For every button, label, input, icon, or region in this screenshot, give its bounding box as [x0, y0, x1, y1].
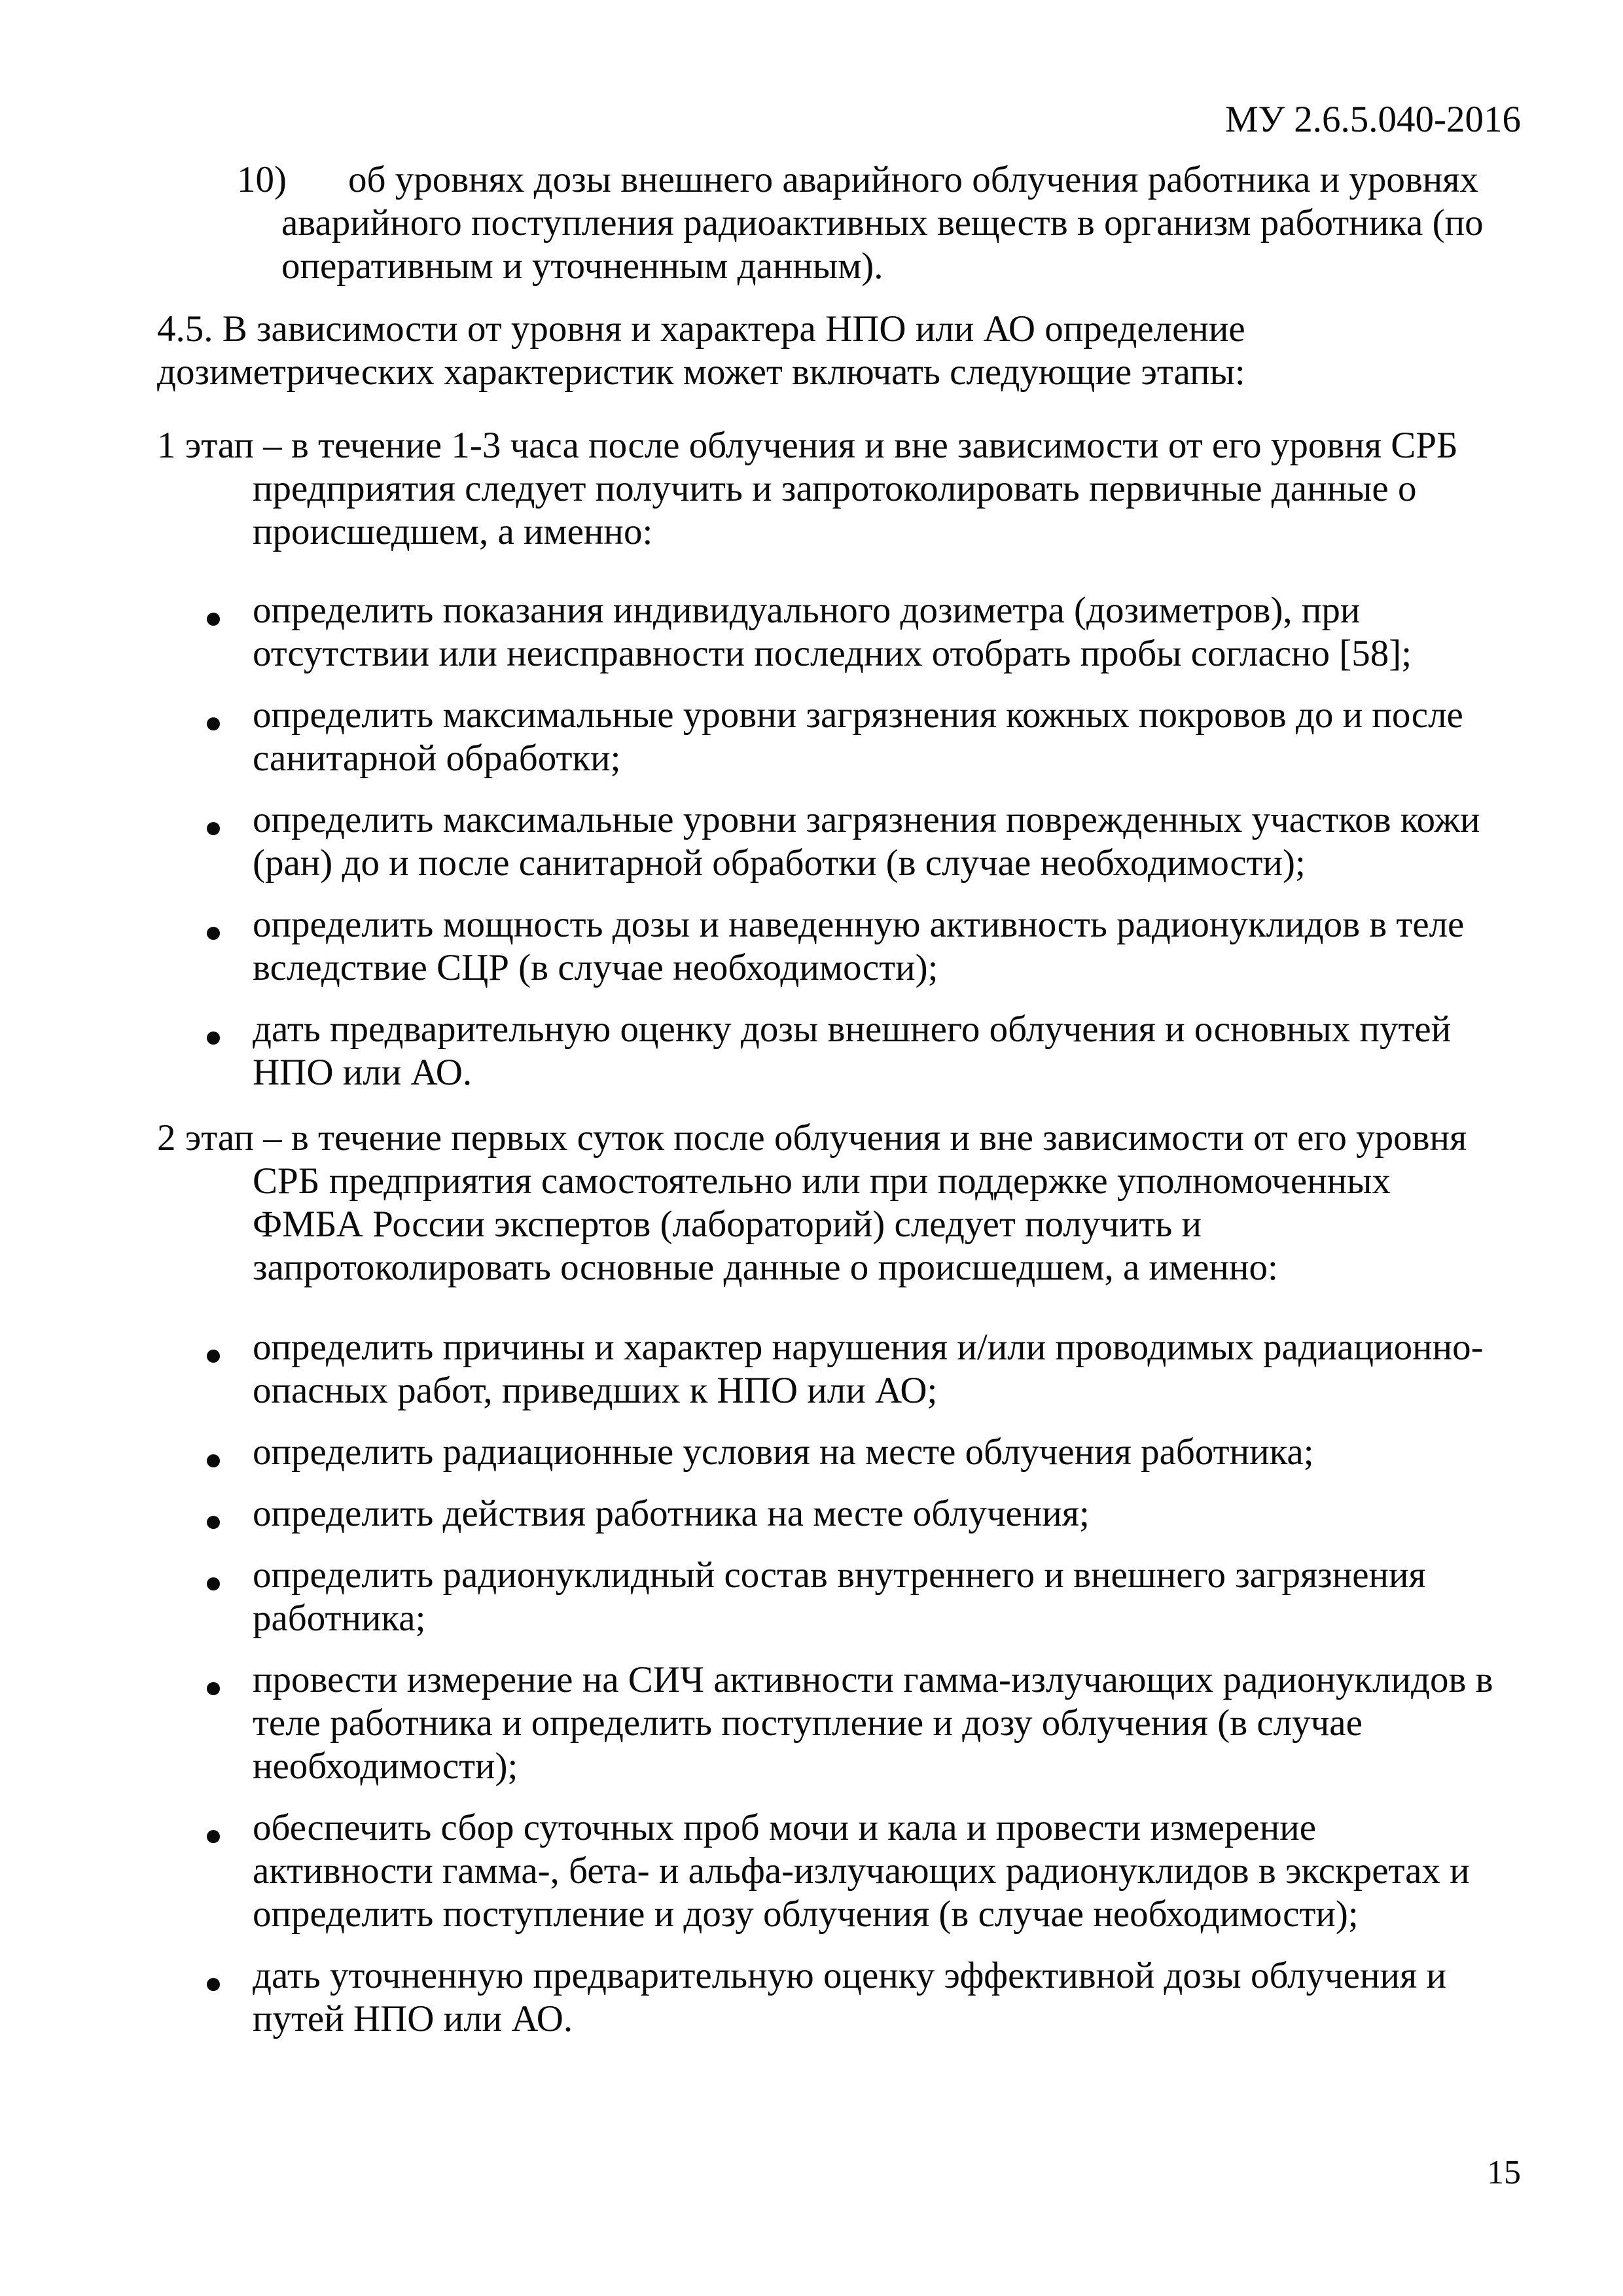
bullet-dot — [207, 613, 220, 626]
item10-line-2: аварийного поступления радиоактивных веществ в организм работника (по — [281, 202, 1484, 243]
stage2-bullet-5-line-2: теле работника и определить поступление и дозу облучения (в случае — [253, 1702, 1363, 1744]
stage1-bullet-5-line-2: НПО или АО. — [253, 1052, 473, 1093]
stage1-bullet-5-line-1: дать предварительную оценку дозы внешнего облучения и основных путей — [253, 1009, 1452, 1050]
stage1-line-3: происшедшем, а именно: — [253, 511, 653, 552]
bullet-dot — [207, 822, 220, 835]
stage2-bullet-6-line-3: определить поступление и дозу облучения (в случае необходимости); — [253, 1893, 1359, 1935]
stage1-bullet-3-line-2: (ран) до и после санитарной обработки (в случае необходимости); — [253, 842, 1306, 884]
stage2-bullet-5-line-1: провести измерение на СИЧ активности гамма-излучающих радионуклидов в — [253, 1659, 1493, 1700]
bullet-dot — [207, 1682, 220, 1695]
stage1-bullet-4-line-2: вследствие СЦР (в случае необходимости); — [253, 947, 938, 988]
stage1-bullet-2-line-1: определить максимальные уровни загрязнения кожных покровов до и после — [253, 694, 1463, 736]
page-number: 15 — [1487, 2154, 1521, 2191]
stage2-bullet-4-line-2: работника; — [253, 1598, 426, 1639]
stage2-bullet-6-line-2: активности гамма-, бета- и альфа-излучающих радионуклидов в экскретах и — [253, 1850, 1470, 1892]
bullet-dot — [207, 1454, 220, 1467]
bullet-dot — [207, 1577, 220, 1590]
stage2-bullet-6-line-1: обеспечить сбор суточных проб мочи и кала и провести измерение — [253, 1807, 1317, 1848]
bullet-dot — [207, 1516, 220, 1529]
bullet-dot — [207, 1031, 220, 1045]
section-4-5-line-1: 4.5. В зависимости от уровня и характера НПО или АО определение — [157, 308, 1245, 350]
stage1-line-2: предприятия следует получить и запротоколировать первичные данные о — [253, 468, 1417, 509]
stage2-bullet-3-line-1: определить действия работника на месте облучения; — [253, 1493, 1090, 1534]
stage2-bullet-5-line-3: необходимости); — [253, 1746, 518, 1787]
stage2-bullet-1-line-1: определить причины и характер нарушения и/или проводимых радиационно- — [253, 1327, 1484, 1368]
stage2-bullet-7-line-1: дать уточненную предварительную оценку эффективной дозы облучения и — [253, 1955, 1446, 1996]
stage1-bullet-4-line-1: определить мощность дозы и наведенную активность радионуклидов в теле — [253, 904, 1465, 945]
stage1-line-1: 1 этап – в течение 1-3 часа после облучения и вне зависимости от его уровня СРБ — [157, 425, 1458, 466]
item10-line-1: об уровнях дозы внешнего аварийного облучения работника и уровнях — [348, 159, 1479, 200]
list-item-number: 10) — [237, 159, 287, 200]
document-code: МУ 2.6.5.040-2016 — [1224, 99, 1521, 140]
stage1-bullet-3-line-1: определить максимальные уровни загрязнения поврежденных участков кожи — [253, 799, 1480, 840]
bullet-dot — [207, 717, 220, 730]
bullet-dot — [207, 927, 220, 940]
stage1-bullet-2-line-2: санитарной обработки; — [253, 738, 621, 779]
item10-line-3: оперативным и уточненным данным). — [281, 245, 883, 287]
stage2-line-4: запротоколировать основные данные о происшедшем, а именно: — [253, 1247, 1278, 1288]
stage1-bullet-1-line-1: определить показания индивидуального дозиметра (дозиметров), при — [253, 590, 1361, 631]
stage2-bullet-1-line-2: опасных работ, приведших к НПО или АО; — [253, 1370, 938, 1411]
stage1-bullet-1-line-2: отсутствии или неисправности последних отобрать пробы согласно [58]; — [253, 633, 1412, 674]
stage2-line-2: СРБ предприятия самостоятельно или при поддержке уполномоченных — [253, 1160, 1391, 1202]
bullet-dot — [207, 1830, 220, 1843]
stage2-bullet-7-line-2: путей НПО или АО. — [253, 1998, 573, 2039]
bullet-dot — [207, 1978, 220, 1991]
stage2-bullet-2-line-1: определить радиационные условия на месте облучения работника; — [253, 1431, 1314, 1473]
stage2-line-3: ФМБА России экспертов (лабораторий) следует получить и — [253, 1204, 1202, 1245]
stage2-line-1: 2 этап – в течение первых суток после облучения и вне зависимости от его уровня — [157, 1117, 1467, 1158]
section-4-5-line-2: дозиметрических характеристик может включать следующие этапы: — [157, 351, 1245, 393]
stage2-bullet-4-line-1: определить радионуклидный состав внутреннего и внешнего загрязнения — [253, 1554, 1426, 1596]
bullet-dot — [207, 1350, 220, 1363]
